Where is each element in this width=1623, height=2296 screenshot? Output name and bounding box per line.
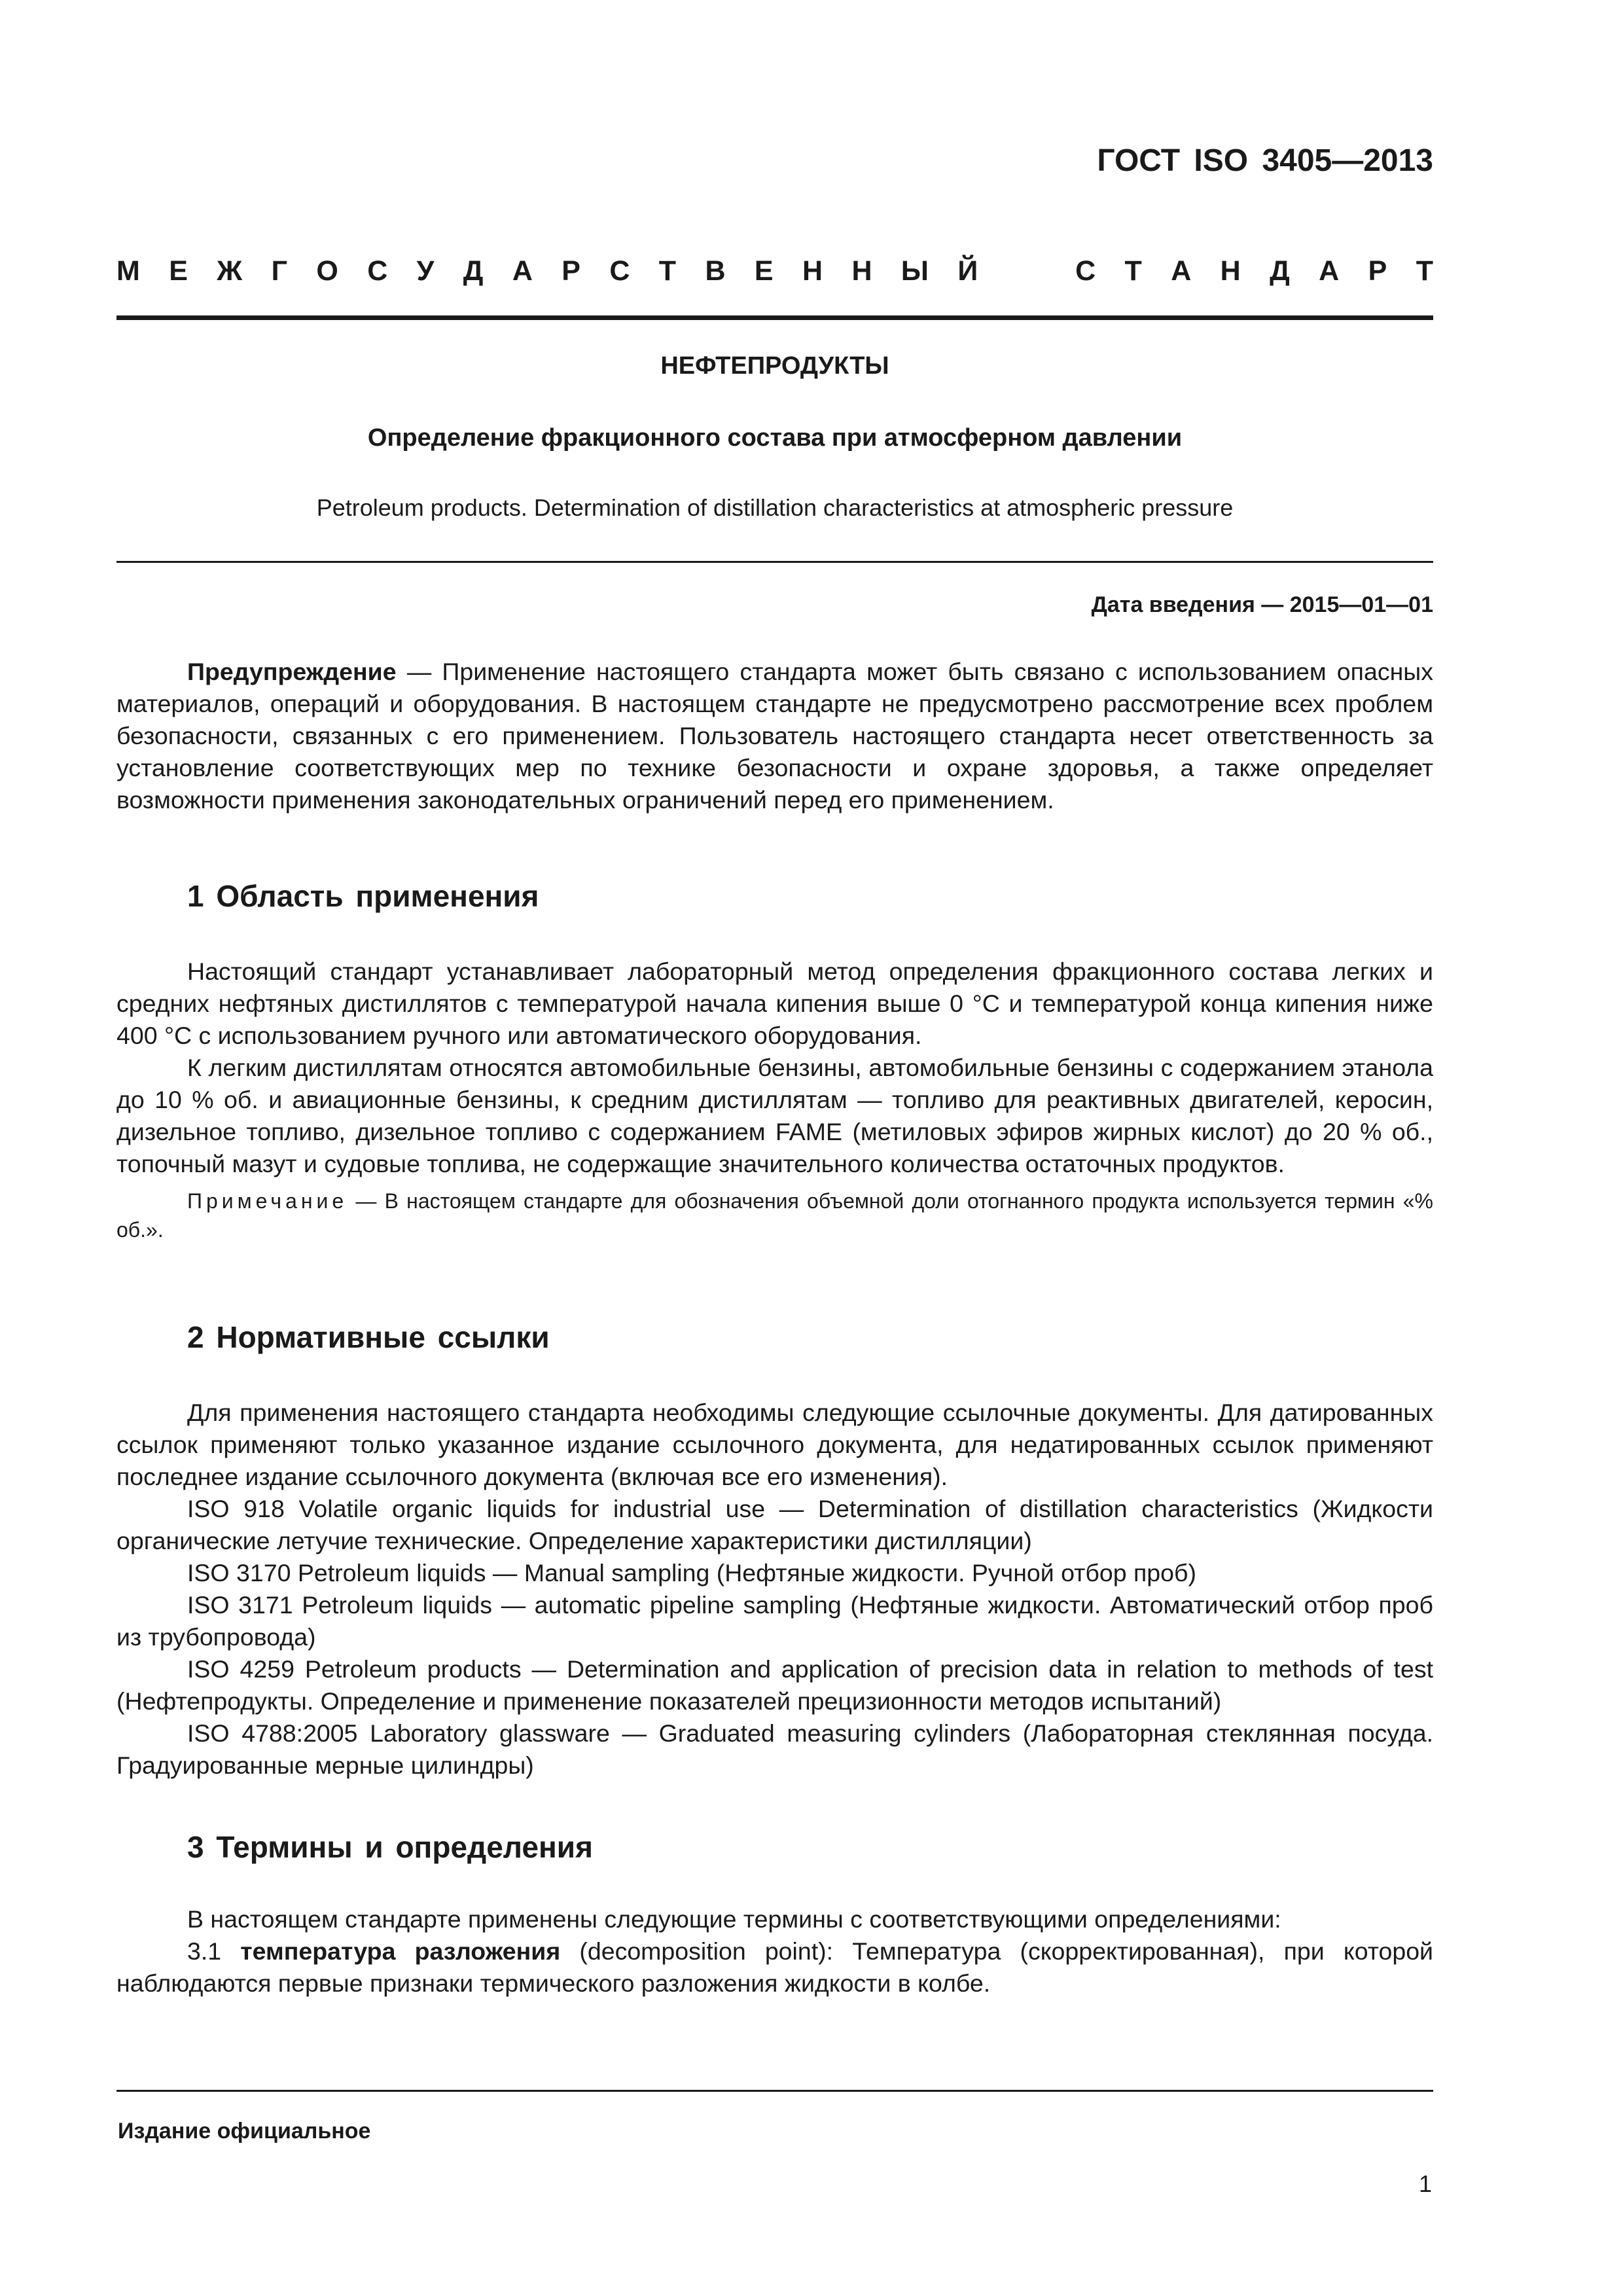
banner-letter: У — [416, 255, 435, 287]
reference-item: ISO 918 Volatile organic liquids for industrial use — Determination of distillation characteristics (Жидкости органические летучие технические. Определение характеристики дистилляции) — [116, 1495, 1433, 1554]
banner-letter: С — [367, 255, 388, 287]
section-1-body — [116, 956, 1433, 1244]
banner-letter: Р — [1368, 255, 1387, 287]
header-rule — [116, 315, 1433, 320]
banner-letter: Н — [851, 255, 872, 287]
reference-item: ISO 4259 Petroleum products — Determination and application of precision data in relation to methods of test (Нефтепродукты. Определение и применение показателей прецизионности методов испытаний) — [116, 1655, 1433, 1715]
banner-letter: Д — [1270, 255, 1290, 287]
banner-letter: Т — [658, 255, 677, 287]
reference-item: ISO 3170 Petroleum liquids — Manual sampling (Нефтяные жидкости. Ручной отбор проб) — [187, 1559, 1196, 1587]
interstate-standard-banner — [116, 255, 1433, 287]
section-1-note — [116, 1187, 1433, 1244]
term-name: температура разложения — [240, 1937, 561, 1965]
banner-letter: Е — [169, 255, 188, 287]
banner-letter: А — [1319, 255, 1340, 287]
banner-letter: Ж — [217, 255, 243, 287]
banner-gap — [1007, 255, 1046, 287]
banner-letter: С — [609, 255, 630, 287]
banner-letter: Г — [271, 255, 287, 287]
note-label: Примечание — [187, 1189, 348, 1213]
warning-paragraph — [116, 656, 1433, 816]
english-title: Petroleum products. Determination of distillation characteristics at atmospheric pressure — [316, 494, 1234, 521]
term-number: 3.1 — [187, 1937, 241, 1965]
section-1-paragraph-1: Настоящий стандарт устанавливает лабораторный метод определения фракционного состава легких и средних нефтяных дистиллятов с температурой начала кипения выше 0 °С и температурой конца кипения ниже 400 °С с использованием ручного или автоматического оборудования. — [116, 958, 1433, 1049]
section-3-heading: 3 Термины и определения — [187, 1830, 593, 1864]
banner-letter: В — [705, 255, 726, 287]
term-definition: (decomposition point): Температура (скорректированная), при которой наблюдаются первые признаки термического разложения жидкости в колбе. — [116, 1937, 1433, 1997]
document-title: НЕФТЕПРОДУКТЫ — [660, 352, 889, 380]
section-2-body — [116, 1397, 1433, 1782]
section-3-intro: В настоящем стандарте применены следующие термины с соответствующими определениями: — [187, 1905, 1281, 1933]
section-2-heading: 2 Нормативные ссылки — [187, 1320, 550, 1354]
section-3-body — [116, 1903, 1433, 2000]
banner-letter: Т — [1416, 255, 1433, 287]
warning-label: Предупреждение — [187, 658, 397, 685]
banner-letter: Е — [754, 255, 774, 287]
document-subtitle: Определение фракционного состава при атмосферном давлении — [367, 424, 1183, 452]
note-text: — В настоящем стандарте для обозначения объемной доли отогнанного продукта используется термин «% об.». — [116, 1189, 1433, 1242]
banner-letter: Ы — [901, 255, 929, 287]
official-edition-label: Издание официальное — [118, 2119, 371, 2144]
page-number: 1 — [1418, 2170, 1432, 2197]
banner-letter: С — [1075, 255, 1096, 287]
banner-letter: А — [512, 255, 533, 287]
footer-rule — [116, 2090, 1433, 2092]
banner-letter: Н — [1220, 255, 1241, 287]
title-rule — [116, 561, 1433, 563]
section-1-paragraph-2: К легким дистиллятам относятся автомобильные бензины, автомобильные бензины с содержанием этанола до 10 % об. и авиационные бензины, к средним дистиллятам — топливо для реактивных двигателей, керосин, дизельное топливо, дизельное топливо с содержанием FAME (метиловых эфиров жирных кислот) до 20 % об., топочный мазут и судовые топлива, не содержащие значительного количества остаточных продуктов. — [116, 1054, 1433, 1177]
reference-item: ISO 3171 Petroleum liquids — automatic pipeline sampling (Нефтяные жидкости. Автоматический отбор проб из трубопровода) — [116, 1591, 1433, 1651]
banner-letter: О — [316, 255, 338, 287]
warning-text: — Применение настоящего стандарта может быть связано с использованием опасных материалов, операций и оборудования. В настоящем стандарте не предусмотрено рассмотрение всех проблем безопасности, связанных с его применением. Пользователь настоящего стандарта несет ответственность за установление соответствующих мер по технике безопасности и охране здоровья, а также определяет возможности применения законодательных ограничений перед его применением. — [116, 658, 1433, 814]
banner-letter: Р — [562, 255, 580, 287]
banner-letter: Й — [957, 255, 978, 287]
introduction-date: Дата введения — 2015—01—01 — [1091, 592, 1433, 617]
banner-letter: Д — [463, 255, 484, 287]
banner-letter: М — [116, 255, 140, 287]
term-3-1 — [116, 1935, 1433, 2000]
banner-letter: Н — [802, 255, 823, 287]
section-2-intro: Для применения настоящего стандарта необходимы следующие ссылочные документы. Для датированных ссылок применяют только указанное издание ссылочного документа, для недатированных ссылок применяют последнее издание ссылочного документа (включая все его изменения). — [116, 1399, 1433, 1490]
section-1-heading: 1 Область применения — [187, 879, 539, 913]
banner-letter: Т — [1124, 255, 1142, 287]
standard-number: ГОСТ ISO 3405—2013 — [1097, 143, 1433, 178]
reference-item: ISO 4788:2005 Laboratory glassware — Graduated measuring cylinders (Лабораторная стеклянная посуда. Градуированные мерные цилиндры) — [116, 1719, 1433, 1779]
banner-letter: А — [1171, 255, 1192, 287]
